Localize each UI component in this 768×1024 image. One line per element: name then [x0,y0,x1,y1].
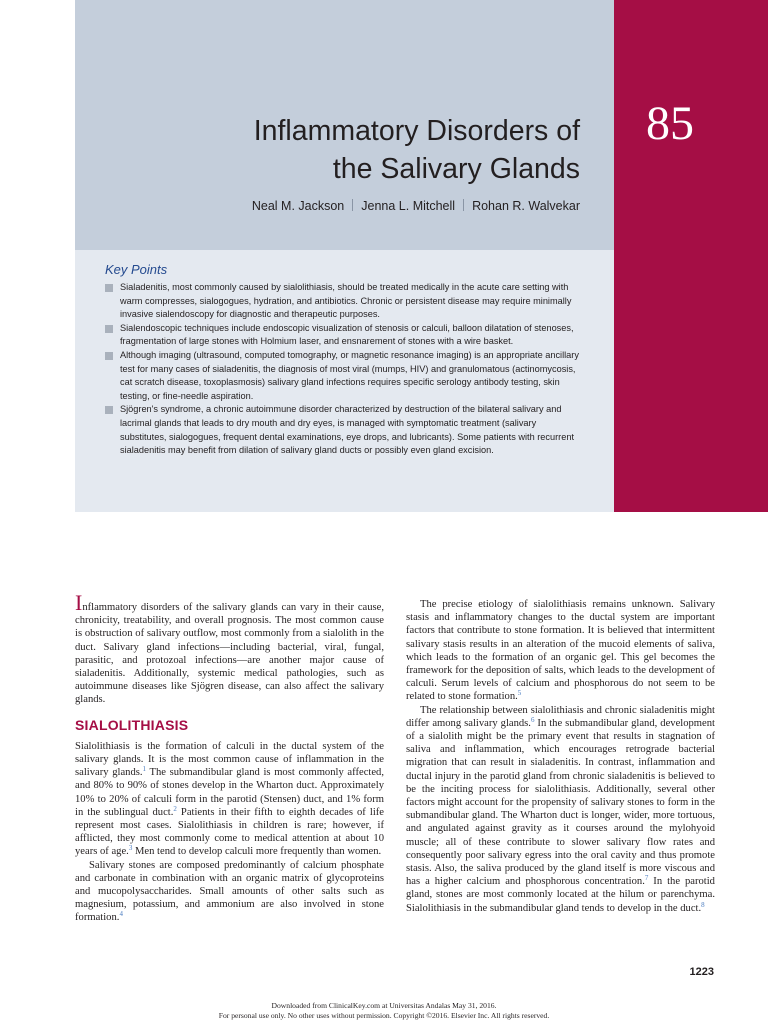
paragraph-text: The precise etiology of sialolithiasis remains unknown. Salivary stasis and inflammatory changes to the ductal system are important factors that contribute to stone formation. It is believed that intermittent salivary stasis results in an alteration of the mucoid elements of saliva, which leads to the formation of an organic gel. This gel becomes the framework for the deposition of salts, which leads to the development of calculi. Serum levels of calcium and phosphorous do not seem to be related to stone formation. [406,599,715,703]
author-separator [352,199,353,211]
author-separator [463,199,464,211]
chapter-title-line2: the Salivary Glands [332,153,580,185]
paragraph-text: Salivary stones are composed predominantly of calcium phosphate and carbonate in combination with an organic matrix of glycoproteins and mucopolysaccharides. Small amounts of other salts such as magnesium, potassium, and ammonium are also involved in stone formation. [75,859,384,924]
key-point-item [105,281,580,322]
footer-line: For personal use only. No other uses without permission. Copyright ©2016. Elsevier Inc. All rights reserved. [218,1011,550,1020]
key-point-item [105,403,580,457]
square-bullet-icon [105,406,113,414]
footer-line: Downloaded from ClinicalKey.com at Universitas Andalas May 31, 2016. [271,1001,497,1010]
square-bullet-icon [105,352,113,360]
paragraph-text: The relationship between sialolithiasis and chronic sialadenitis might differ among salivary glands. [406,704,715,729]
body-paragraph [406,598,715,704]
reference-link[interactable]: 3 [128,844,133,853]
reference-link[interactable]: 8 [701,900,705,909]
chapter-number-block [614,0,768,512]
section-heading: SIALOLITHIASIS [75,716,189,733]
reference-link[interactable]: 1 [142,765,147,774]
key-point-item [105,349,580,403]
chapter-title-line1: Inflammatory Disorders of [253,115,580,147]
paragraph-text: In the submandibular gland, development of a sialolith might be the primary event that results in stagnation of saliva and inflammation, which encourages retrograde bacterial migration that can result in sialadenitis. In contrast, inflammation and ductal injury in the parotid gland from chronic sialadenitis is believed to be the inciting process for sialolithiasis. Additionally, several other factors might account for the propensity of salivary stones to form in the submandibular gland. The Wharton duct is longer, wider, more tortuous, and angulated against gravity as it courses around the mylohyoid muscle; all of these contribute to slower salivary flow rates and consequently poor salivary egress into the oral cavity and thus promote stasis. Also, the saliva produced by the gland itself is more viscous and has a higher calcium and phosphorous concentration. [406,717,715,888]
paragraph-text: Sialolithiasis is the formation of calculi in the ductal system of the salivary glands. It is the most common cause of inflammation in the salivary glands. [75,740,384,779]
intro-paragraph [75,590,384,707]
key-points-box [75,250,614,512]
author-list [110,199,580,213]
body-paragraph [406,704,715,915]
intro-text: nflammatory disorders of the salivary glands can vary in their cause, chronicity, treatability, and overall prognosis. The most common cause is obstruction of salivary outflow, most commonly from a sialolith in the duct. Salivary gland infections—including bacterial, viral, fungal, parasitic, and protozoal infections—are another major cause of sialadenitis. Additionally, systemic medical pathologies, such as autoimmune diseases like Sjögren disease, can also affect the salivary glands. [75,602,384,706]
body-paragraph [75,859,384,925]
page-number: 1223 [689,966,714,978]
key-points-heading: Key Points [105,262,168,277]
body-paragraph [75,740,384,859]
paragraph-text: Patients in their fifth to eighth decades of life represent most cases. Sialolithiasis in children is rare; however, if afflicted, they most commonly come to medical attention at about 10 years of age. [75,806,384,858]
download-footer [0,1001,768,1021]
body-column-right [406,598,715,915]
reference-link[interactable]: 4 [119,910,123,919]
author-name: Rohan R. Walvekar [472,199,580,213]
square-bullet-icon [105,325,113,333]
key-point-text: Although imaging (ultrasound, computed tomography, or magnetic resonance imaging) is an appropriate ancillary test for many cases of sialadenitis, the diagnosis of most viral (mumps, HIV) and granulomatous (actinomycosis, cat scratch disease, toxoplasmosis) salivary gland infections requires specific serology antibody testing, skin testing, or fine-needle aspiration. [120,349,579,401]
paragraph-text: Men tend to develop calculi more frequently than women. [132,846,382,858]
left-margin-strip [0,0,75,1024]
reference-link[interactable]: 2 [173,804,177,813]
key-point-text: Sialadenitis, most commonly caused by sialolithiasis, should be treated medically in the acute care setting with warm compresses, sialogogues, hydration, and antibiotics. Chronic or persistent disease may require minimally invasive sialendoscopy for diagnostic and therapeutic purposes. [120,282,572,320]
key-point-text: Sialendoscopic techniques include endoscopic visualization of stenosis or calculi, balloon dilatation of stenoses, fragmentation of large stones with Holmium laser, and ensnarement of stones with a wire basket. [120,322,574,347]
chapter-title [110,112,580,188]
author-name: Neal M. Jackson [251,199,345,213]
paragraph-text: In the parotid gland, stones are most commonly located at the hilum or parenchyma. Sialolithiasis in the submandibular gland tends to develop in the duct. [406,876,715,914]
chapter-header [75,0,614,250]
reference-link[interactable]: 6 [530,715,535,724]
key-point-item [105,322,580,349]
paragraph-text: The submandibular gland is most commonly affected, and 80% to 90% of stones develop in the Wharton duct. Approximately 10% to 20% of calculi form in the parotid (Stensen) duct, and 1% form in the sublingual duct. [75,767,384,818]
reference-link[interactable]: 7 [644,874,649,883]
body-column-left [75,590,384,925]
chapter-number: 85 [646,97,694,150]
key-points-list [105,281,580,458]
square-bullet-icon [105,284,113,292]
drop-cap: I [75,590,83,615]
author-name: Jenna L. Mitchell [361,199,456,213]
reference-link[interactable]: 5 [517,689,522,698]
key-point-text: Sjögren's syndrome, a chronic autoimmune disorder characterized by destruction of the bilateral salivary and lacrimal glands that leads to dry mouth and dry eyes, is managed with symptomatic treatment (salivary substitutes, sialogogues, frequent dental examinations, eye drops, and lubricants). Some patients with recurrent sialadenitis may benefit from dilation of salivary gland ducts or possibly even gland excision. [120,404,575,456]
